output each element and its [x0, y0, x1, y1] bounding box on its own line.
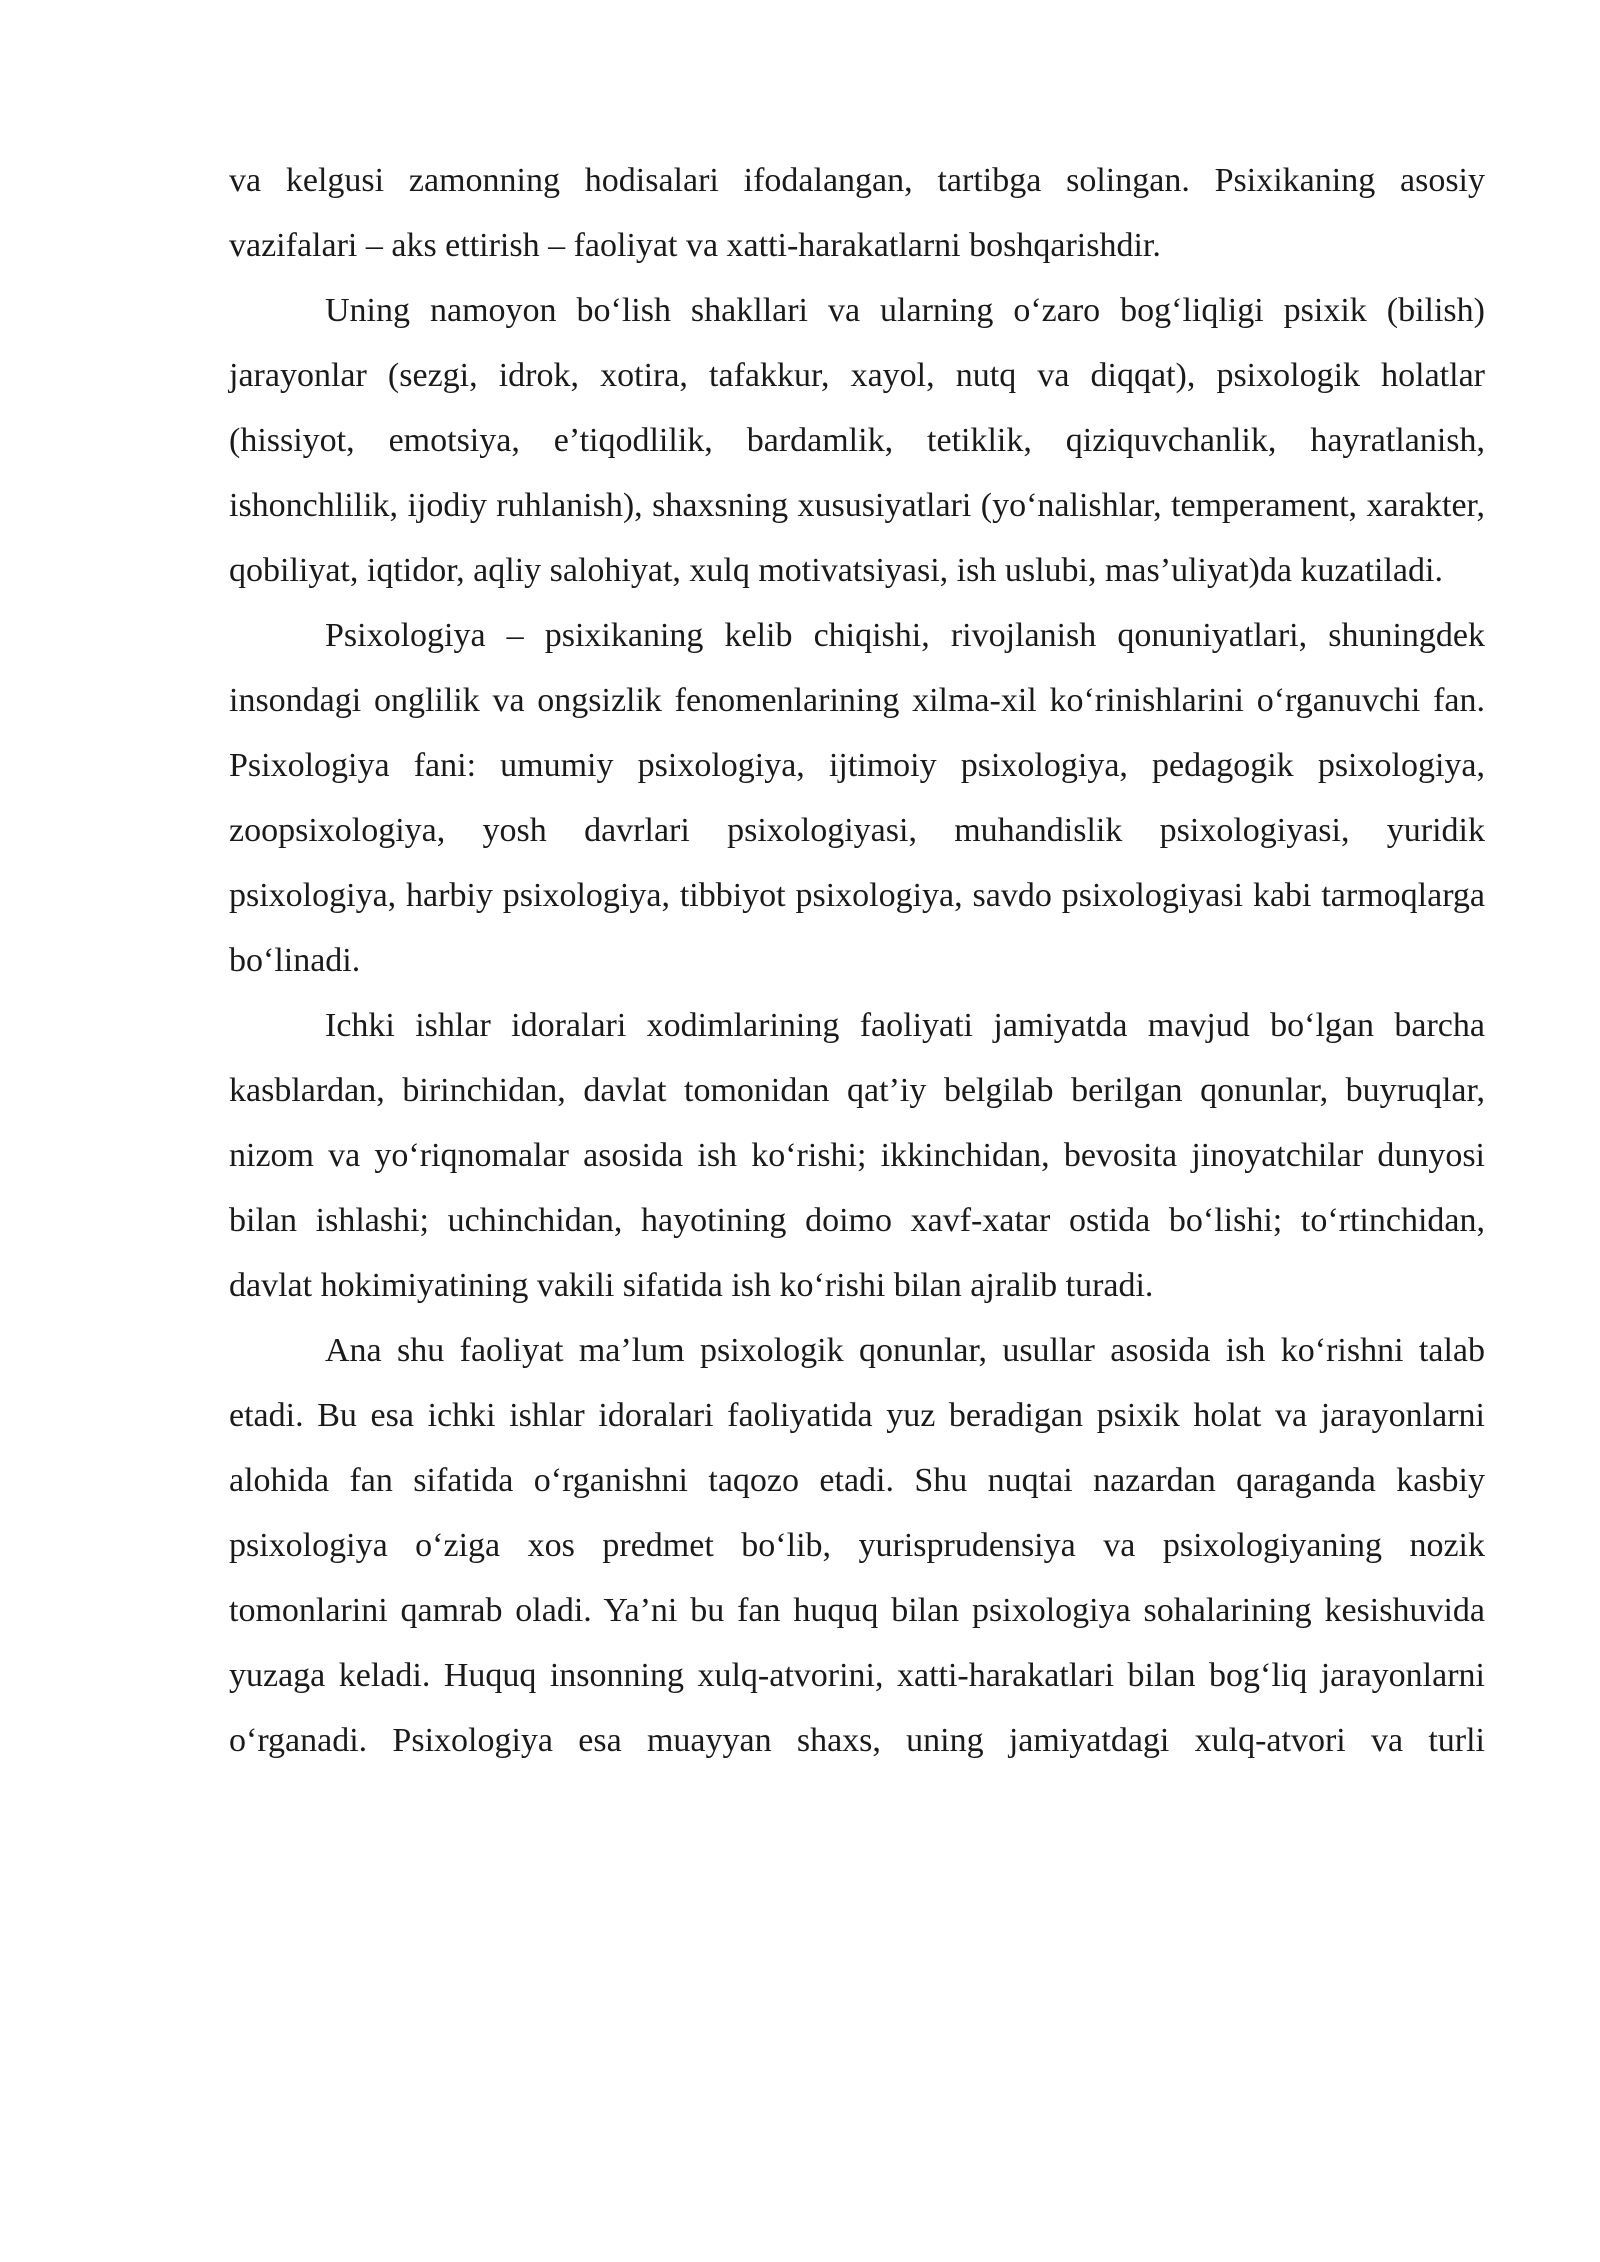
body-text: [229, 148, 1485, 1773]
paragraph-3: Psixologiya – psixikaning kelib chiqishi, rivojlanish qonuniyatlari, shuningdek insondagi onglilik va ongsizlik fenomenlarining xilma-xil ko‘rinishlarini o‘rganuvchi fan. Psixologiya fani: umumiy psixologiya, ijtimoiy psixologiya, pedagogik psixologiya, zoopsixologiya, yosh davrlari psixologiyasi, muhandislik psixologiyasi, yuridik psixologiya, harbiy psixologiya, tibbiyot psixologiya, savdo psixologiyasi kabi tarmoqlarga bo‘linadi.: [229, 617, 1485, 979]
paragraph-4: Ichki ishlar idoralari xodimlarining faoliyati jamiyatda mavjud bo‘lgan barcha kasblardan, birinchidan, davlat tomonidan qat’iy belgilab berilgan qonunlar, buyruqlar, nizom va yo‘riqnomalar asosida ish ko‘rishi; ikkinchidan, bevosita jinoyatchilar dunyosi bilan ishlashi; uchinchidan, hayotining doimo xavf-xatar ostida bo‘lishi; to‘rtinchidan, davlat hokimiyatining vakili sifatida ish ko‘rishi bilan ajralib turadi.: [229, 1007, 1485, 1304]
paragraph-2: Uning namoyon bo‘lish shakllari va ularning o‘zaro bog‘liqligi psixik (bilish) jarayonlar (sezgi, idrok, xotira, tafakkur, xayol, nutq va diqqat), psixologik holatlar (hissiyot, emotsiya, e’tiqodlilik, bardamlik, tetiklik, qiziquvchanlik, hayratlanish, ishonchlilik, ijodiy ruhlanish), shaxsning xususiyatlari (yo‘nalishlar, temperament, xarakter, qobiliyat, iqtidor, aqliy salohiyat, xulq motivatsiyasi, ish uslubi, mas’uliyat)da kuzatiladi.: [229, 292, 1485, 589]
paragraph-1: va kelgusi zamonning hodisalari ifodalangan, tartibga solingan. Psixikaning asosiy vazifalari – aks ettirish – faoliyat va xatti-harakatlarni boshqarishdir.: [229, 162, 1485, 264]
paragraph-5: Ana shu faoliyat ma’lum psixologik qonunlar, usullar asosida ish ko‘rishni talab etadi. Bu esa ichki ishlar idoralari faoliyatida yuz beradigan psixik holat va jarayonlarni alohida fan sifatida o‘rganishni taqozo etadi. Shu nuqtai nazardan qaraganda kasbiy psixologiya o‘ziga xos predmet bo‘lib, yurisprudensiya va psixologiyaning nozik tomonlarini qamrab oladi. Ya’ni bu fan huquq bilan psixologiya sohalarining kesishuvida yuzaga keladi. Huquq insonning xulq-atvorini, xatti-harakatlari bilan bog‘liq jarayonlarni o‘rganadi. Psixologiya esa muayyan shaxs, uning jamiyatdagi xulq-atvori va turli: [229, 1332, 1485, 1759]
